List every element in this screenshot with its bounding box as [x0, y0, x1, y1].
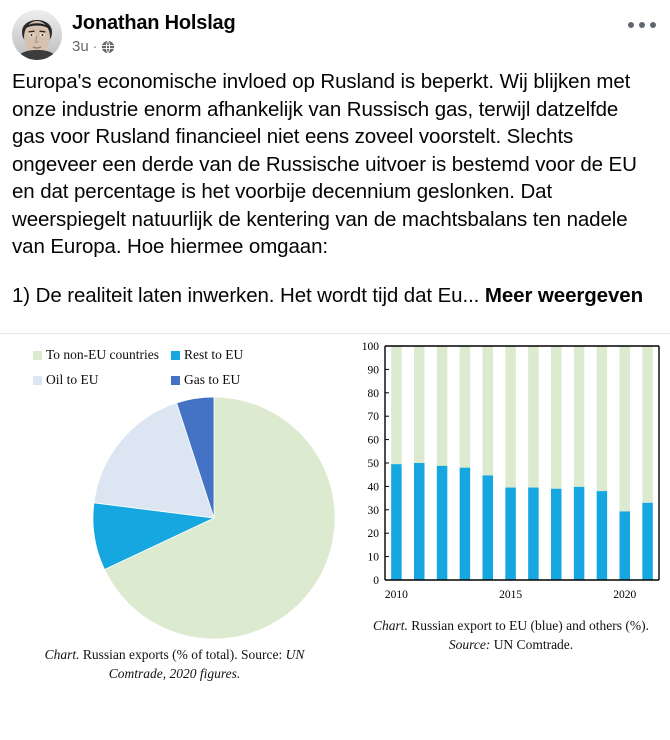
legend-row	[33, 372, 273, 388]
bar-group	[597, 346, 608, 580]
avatar[interactable]	[12, 10, 62, 60]
bar-chart-caption	[366, 616, 656, 654]
caption-source: UN Comtrade, 2020 figures.	[108, 647, 305, 681]
ellipsis-dot	[628, 22, 634, 28]
bar-group	[414, 346, 425, 580]
bar-group	[551, 346, 562, 580]
bar-segment-others	[528, 346, 539, 488]
caption-prefix: Chart.	[373, 618, 408, 633]
pie-legend	[33, 347, 273, 397]
bar-segment-to-eu	[414, 463, 425, 580]
bar-y-tick-label: 90	[367, 364, 379, 377]
legend-item-gas-eu	[171, 372, 240, 388]
legend-row	[33, 347, 273, 363]
bar-x-tick-label: 2020	[613, 589, 637, 601]
bar-group	[483, 346, 494, 580]
pie-chart	[92, 396, 336, 640]
post-more-options-button[interactable]	[628, 22, 656, 28]
pie-chart-caption	[22, 645, 327, 683]
bar-y-tick-label: 30	[367, 504, 379, 517]
ellipsis-dot	[650, 22, 656, 28]
pie-slices	[93, 397, 335, 639]
bar-series	[391, 346, 653, 580]
bar-group	[391, 346, 402, 580]
avatar-photo	[12, 10, 62, 60]
post-header	[0, 0, 670, 56]
bar-segment-to-eu	[642, 503, 653, 580]
legend-label-rest-eu: Rest to EU	[184, 347, 244, 362]
bar-y-tick-label: 50	[367, 458, 379, 470]
bar-group	[620, 346, 631, 580]
bar-segment-others	[642, 346, 653, 503]
bar-segment-to-eu	[391, 464, 402, 580]
bar-group	[642, 346, 653, 580]
bar-segment-to-eu	[528, 488, 539, 580]
bar-segment-others	[414, 346, 425, 463]
pie-chart-panel	[0, 334, 348, 740]
bar-group	[437, 346, 448, 580]
bar-segment-others	[460, 346, 471, 468]
bar-chart	[351, 334, 670, 614]
legend-label-oil-eu: Oil to EU	[46, 372, 99, 387]
bar-y-tick-label: 80	[367, 387, 379, 400]
bar-segment-to-eu	[551, 489, 562, 580]
bar-segment-others	[391, 346, 402, 464]
bar-plot-frame	[385, 346, 659, 580]
bar-group	[574, 346, 585, 580]
legend-label-non-eu: To non-EU countries	[46, 347, 160, 362]
post-paragraph-2	[12, 282, 656, 310]
caption-body: Russian export to EU (blue) and others (%).	[407, 618, 649, 633]
bar-group	[460, 346, 471, 580]
bar-segment-to-eu	[460, 468, 471, 580]
post-body	[0, 56, 670, 309]
bar-chart-panel	[348, 334, 670, 740]
post-timestamp[interactable]: 3u	[72, 38, 89, 55]
legend-label-gas-eu: Gas to EU	[184, 372, 241, 387]
legend-item-non-eu	[33, 347, 171, 363]
bar-segment-to-eu	[437, 466, 448, 580]
legend-item-oil-eu	[33, 372, 171, 388]
bar-segment-to-eu	[505, 488, 516, 580]
bar-x-axis-ticks	[385, 589, 637, 601]
author-block	[72, 10, 236, 56]
bar-segment-others	[483, 346, 494, 475]
attachment-figures	[0, 334, 670, 740]
bar-chart-svg	[351, 334, 670, 614]
bar-segment-others	[597, 346, 608, 491]
caption-prefix: Chart.	[44, 647, 80, 662]
caption-source: UN Comtrade.	[490, 637, 574, 652]
bar-segment-others	[574, 346, 585, 487]
post-meta	[72, 38, 236, 56]
bar-segment-others	[620, 346, 631, 511]
caption-body: Russian exports (% of total). Source:	[79, 647, 286, 662]
bar-segment-to-eu	[620, 511, 631, 580]
post-paragraph-1: Europa's economische invloed op Rusland is beperkt. Wij blijken met onze industrie enorm afhankelijk van Russisch gas, terwijl datzelfde gas voor Rusland financieel niet eens zoveel voorstelt. Slechts ongeveer een derde van de Russische uitvoer is bestemd voor de EU en dat percentage is het voorbije decennium geslonken. Dat weerspiegelt natuurlijk de kentering van de machtsbalans ten nadele van Europa. Hoe hiermee omgaan:	[12, 70, 637, 258]
author-name[interactable]: Jonathan Holslag	[72, 12, 236, 34]
legend-swatch-rest-eu	[171, 351, 180, 360]
bar-y-tick-label: 70	[367, 411, 379, 424]
legend-swatch-oil-eu	[33, 376, 42, 385]
bar-x-tick-label: 2010	[384, 589, 408, 601]
bar-segment-others	[551, 346, 562, 489]
bar-segment-to-eu	[574, 487, 585, 580]
caption-source-label: Source:	[448, 637, 491, 652]
pie-chart-svg	[92, 396, 336, 640]
bar-y-tick-label: 20	[367, 528, 379, 541]
legend-item-rest-eu	[171, 347, 243, 363]
meta-separator: ·	[92, 39, 98, 54]
bar-segment-others	[437, 346, 448, 466]
legend-swatch-gas-eu	[171, 376, 180, 385]
bar-segment-to-eu	[597, 491, 608, 580]
bar-group	[528, 346, 539, 580]
legend-swatch-non-eu	[33, 351, 42, 360]
bar-segment-to-eu	[483, 475, 494, 580]
bar-y-tick-label: 100	[361, 341, 379, 353]
bar-x-tick-label: 2015	[499, 589, 523, 601]
ellipsis-dot	[639, 22, 645, 28]
bar-group	[505, 346, 516, 580]
bar-y-tick-label: 10	[367, 551, 379, 564]
bar-y-tick-label: 60	[367, 434, 379, 447]
globe-icon[interactable]	[101, 40, 115, 54]
bar-y-tick-label: 40	[367, 481, 379, 494]
bar-y-tick-label: 0	[373, 575, 379, 587]
bar-segment-others	[505, 346, 516, 488]
see-more-link[interactable]: Meer weergeven	[484, 283, 644, 307]
post-paragraph-2-text: 1) De realiteit laten inwerken. Het wordt tijd dat Eu...	[12, 283, 480, 307]
